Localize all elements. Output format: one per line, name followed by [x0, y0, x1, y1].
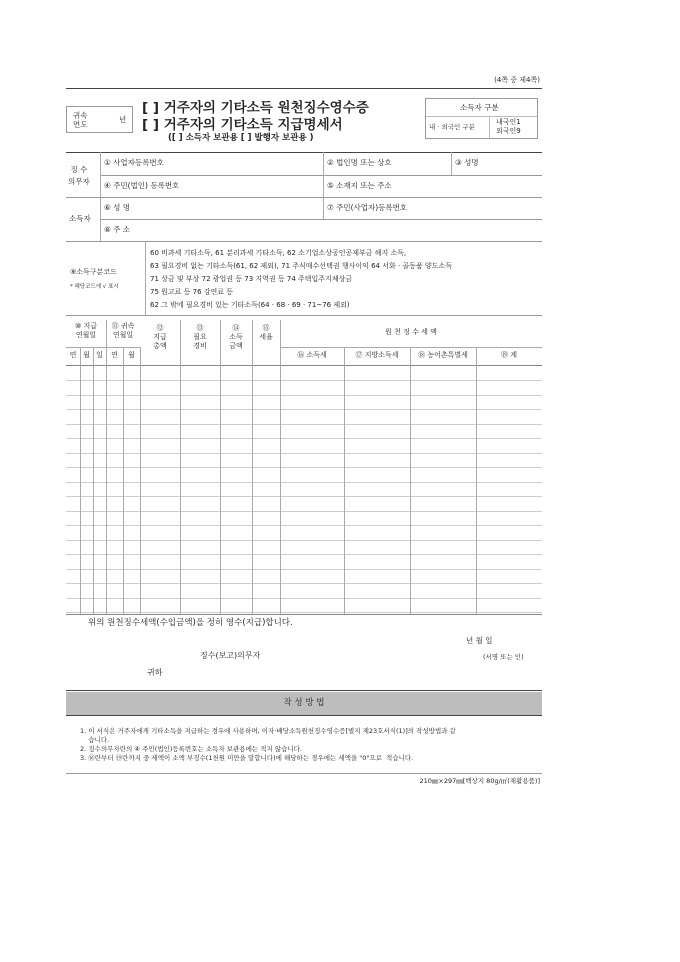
col-total: ⑲ 계	[501, 351, 517, 359]
year-unit: 년	[119, 115, 127, 124]
subtitle[interactable]: ([ ] 소득자 보관용 [ ] 발행자 보관용 )	[168, 133, 314, 143]
col-tax-rate: ⑮ 세율	[259, 324, 273, 341]
title-receipt[interactable]: [ ] 거주자의 기타소득 원천징수영수증	[142, 100, 369, 116]
income-code-note: * 해당코드에 √ 표시	[70, 284, 119, 290]
page-tag: (4쪽 중 제4쪽)	[494, 76, 540, 84]
recipient-label: 소득자	[69, 214, 91, 223]
table-rule	[106, 347, 107, 614]
payer-address-field[interactable]: ⑤ 소재지 또는 주소	[327, 181, 392, 190]
table-rule	[476, 347, 477, 614]
table-rule	[66, 569, 542, 570]
col-income-amount: ⑭ 소득 금액	[229, 324, 243, 350]
table-rule	[93, 347, 94, 614]
col-necessary-expense: ⑬ 필요 경비	[193, 324, 207, 350]
income-type-box	[425, 98, 538, 139]
table-rule	[180, 320, 181, 614]
recipient-name-field[interactable]: ⑥ 성 명	[104, 203, 130, 212]
paper-spec: 210㎜×297㎜[백상지 80g/㎡(재활용품)]	[419, 777, 540, 785]
income-code-list	[150, 247, 452, 312]
table-rule	[344, 347, 345, 614]
col-income-tax: ⑯ 소득세	[297, 351, 327, 359]
instructions-list	[80, 727, 540, 763]
table-rule	[66, 511, 542, 512]
table-rule	[66, 380, 542, 381]
table-rule	[280, 347, 542, 348]
table-rule	[140, 347, 141, 614]
income-code-label: ⑨소득구분코드	[70, 268, 117, 276]
instruction-item: 습니다.	[80, 736, 110, 744]
table-rule	[66, 347, 140, 348]
date-line[interactable]: 년 월 일	[466, 636, 493, 645]
title-statement[interactable]: [ ] 거주자의 기타소득 지급명세서	[142, 117, 343, 133]
addressee: 귀하	[147, 668, 163, 677]
ymd-cell: 월	[128, 351, 135, 359]
col-attribution-date: ⑪ 귀속 연월일	[111, 322, 135, 339]
withholding-header: 원 천 징 수 세 액	[385, 328, 437, 336]
instruction-item: 3. ⑯란부터 ⑲란까지 중 세액이 소액 부징수(1천원 미만을 말합니다)에 해당하는 경우에는 세액을 "0"으로 적습니다.	[80, 754, 414, 762]
year-box	[66, 106, 133, 133]
table-rule	[66, 598, 542, 599]
table-rule	[66, 453, 542, 454]
table-rule	[66, 614, 542, 615]
year-label: 귀속 연도	[73, 111, 88, 130]
table-rule	[66, 409, 542, 410]
table-rule	[66, 612, 542, 613]
table-rule	[66, 540, 542, 541]
ymd-cell: 연	[69, 351, 77, 359]
table-rule	[66, 438, 542, 439]
instruction-item: 1. 이 서식은 거주자에게 기타소득을 지급하는 경우에 사용하며, 이자·배당소득원천징수영수증[별지 제23호서식(1)]의 작성방법과 같	[80, 727, 456, 735]
table-rule	[66, 482, 542, 483]
income-type-label: 소득자 구분	[460, 103, 499, 112]
ymd-cell: 월	[83, 351, 90, 359]
table-rule	[280, 320, 281, 614]
table-rule	[80, 347, 81, 614]
table-rule	[66, 496, 542, 497]
payment-table	[66, 320, 542, 614]
table-rule	[66, 583, 542, 584]
resident-label: 내 · 외국인 구분	[429, 123, 475, 131]
payer-label: 징 수 의무자	[68, 165, 90, 186]
col-total-payment: ⑫ 지급 총액	[153, 324, 167, 350]
table-rule	[220, 320, 221, 614]
payer-name-field[interactable]: ③ 성명	[455, 158, 479, 167]
table-rule	[410, 347, 411, 614]
top-rule	[66, 88, 542, 89]
income-code-option[interactable]: 62 그 밖에 필요경비 있는 기타소득(64 · 68 · 69 · 71~76 제외)	[150, 301, 350, 309]
income-code-option[interactable]: 71 상금 및 부상 72 광업권 등 73 지역권 등 74 주택입주지체상금	[150, 275, 353, 283]
table-rule	[66, 554, 542, 555]
company-name-field[interactable]: ② 법인명 또는 상호	[327, 158, 392, 167]
table-rule	[252, 320, 253, 614]
ymd-cell: 일	[96, 351, 103, 359]
col-pay-date: ⑩ 지급 연월일	[74, 322, 98, 339]
business-reg-no-field[interactable]: ① 사업자등록번호	[104, 158, 164, 167]
receipt-statement: 위의 원천징수세액(수입금액)을 정히 영수(지급)합니다.	[88, 618, 293, 628]
resident-values: 내국인1 외국인9	[496, 118, 521, 135]
income-code-option[interactable]: 60 비과세 기타소득, 61 분리과세 기타소득, 62 소기업소상공인공제부금 해지 소득,	[150, 249, 407, 257]
col-local-income-tax: ⑰ 지방소득세	[355, 351, 399, 359]
section-rule-top	[66, 152, 542, 153]
payer-signature-label: 징수(보고)의무자	[200, 651, 261, 660]
ymd-cell: 연	[111, 351, 118, 359]
table-rule	[66, 365, 542, 366]
table-rule	[66, 395, 542, 396]
instruction-item: 2. 징수의무자란의 ④ 주민(법인)등록번호는 소득자 보관용에는 적지 않습니다.	[80, 745, 303, 753]
income-code-option[interactable]: 75 원고료 등 76 강연료 등	[150, 288, 234, 296]
col-rural-special-tax: ⑱ 농어촌특별세	[418, 351, 468, 359]
table-rule	[123, 347, 124, 614]
table-rule	[66, 467, 542, 468]
recipient-address-field[interactable]: ⑧ 주 소	[104, 225, 130, 234]
recipient-reg-no-field[interactable]: ⑦ 주민(사업자)등록번호	[327, 203, 408, 212]
table-rule	[66, 424, 542, 425]
income-code-option[interactable]: 63 필요경비 없는 기타소득(61, 62 제외), 71 주식매수선택권 행사이익 64 서화 · 골동품 양도소득	[150, 262, 452, 270]
table-rule	[66, 525, 542, 526]
sign-or-seal[interactable]: (서명 또는 인)	[483, 653, 524, 661]
instructions-title: 작 성 방 법	[66, 692, 542, 715]
corp-reg-no-field[interactable]: ④ 주민(법인) 등록번호	[104, 181, 180, 190]
